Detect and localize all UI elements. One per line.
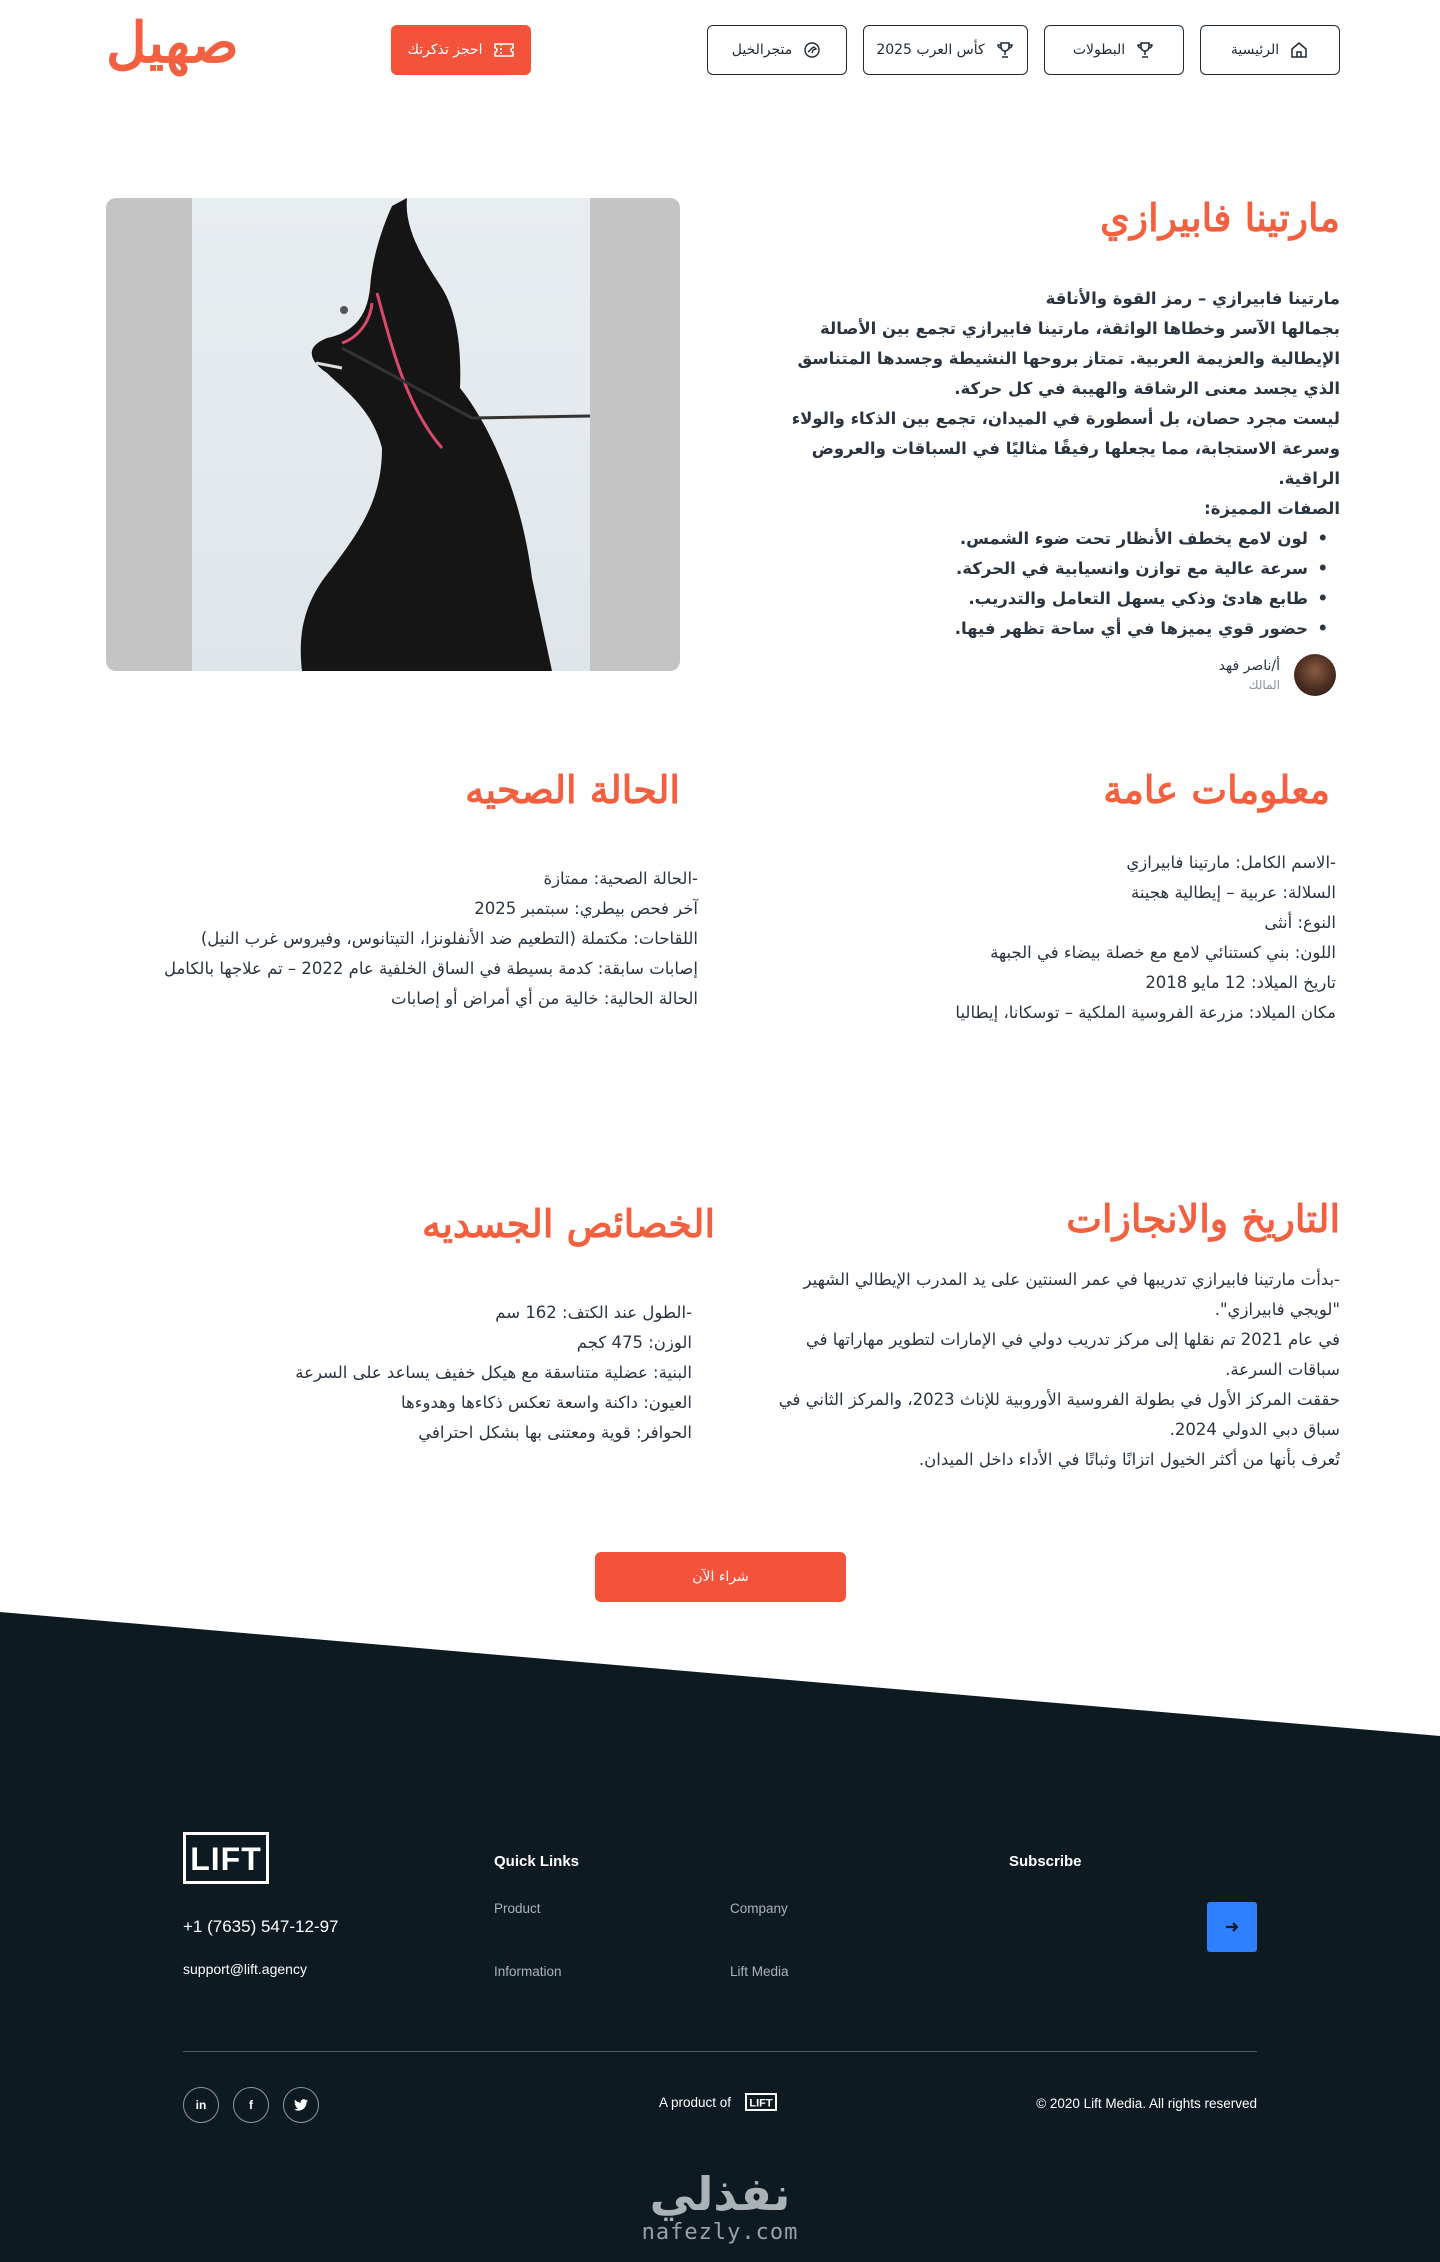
lift-logo[interactable] [183,1832,269,1888]
trophy-icon [1135,40,1155,60]
subscribe-button[interactable] [1207,1902,1257,1952]
nafezly-watermark [620,2168,820,2245]
product-of-badge [659,2093,777,2111]
footer-phone[interactable]: +1 (7635) 547-12-97 [183,1917,339,1936]
horse-illustration [192,198,590,671]
watermark-url: nafezly.com [641,2220,799,2245]
health-title: الحالة الصحيه [465,767,680,812]
twitter-icon[interactable] [283,2087,319,2123]
physical-line: الوزن: 475 كجم [576,1333,692,1352]
info-line: تاريخ الميلاد: 12 مايو 2018 [1145,973,1336,992]
linkedin-icon[interactable]: in [183,2087,219,2123]
owner-name: أ/ناصر فهد [1218,658,1280,674]
general-info-list [776,848,1336,1028]
feature-item: • طابع هادئ وذكي يسهل التعامل والتدريب. [780,584,1328,614]
arrow-right-icon [1224,1919,1240,1935]
info-line: -الاسم الكامل: مارتينا فابيرازي [1126,853,1336,872]
ticket-icon [493,42,515,58]
info-line: مكان الميلاد: مزرعة الفروسية الملكية – توسكانا، إيطاليا [955,1003,1336,1022]
physical-title: الخصائص الجسديه [421,1201,715,1246]
watermark-arabic: نفذلي [649,2167,791,2221]
history-line: تُعرف بأنها من أكثر الخيول اتزانًا وثباتًا في الأداء داخل الميدان. [918,1450,1340,1469]
nav-horse-store[interactable] [707,25,847,75]
owner-role: المالك [1248,678,1280,692]
health-line: آخر فحص بيطري: سبتمبر 2025 [474,899,698,918]
nav-arab-cup[interactable] [863,25,1028,75]
history-line: في عام 2021 تم نقلها إلى مركز تدريب دولي في الإمارات لتطوير مهاراتها في سباقات السرعة. [805,1330,1340,1379]
footer-email[interactable]: support@lift.agency [183,1961,307,1977]
info-line: اللون: بني كستنائي لامع مع خصلة بيضاء في الجبهة [990,943,1336,962]
horse-photo [106,198,680,671]
copyright-text: © 2020 Lift Media. All rights reserved [1036,2096,1257,2111]
home-icon [1289,40,1309,60]
info-line: النوع: أنثى [1264,913,1336,932]
book-ticket-button[interactable] [391,25,531,75]
site-header [0,0,1440,100]
features-list [780,524,1340,644]
footer-link-lift-media[interactable]: Lift Media [730,1964,789,1979]
health-line: إصابات سابقة: كدمة بسيطة في الساق الخلفية عام 2022 – تم علاجها بالكامل [163,959,698,978]
footer-link-company[interactable]: Company [730,1901,788,1916]
nav-label: متجرالخيل [731,42,793,58]
feature-item: • حضور قوي يميزها في أي ساحة تظهر فيها. [780,614,1328,644]
physical-list [192,1298,692,1448]
features-heading: الصفات المميزة: [1204,499,1340,518]
lift-small-logo[interactable] [745,2093,777,2111]
book-ticket-label: احجز تذكرتك [407,42,483,58]
horse-photo-frame [192,198,590,671]
footer-divider [183,2051,1257,2052]
product-of-label: A product of [659,2094,732,2110]
health-line: اللقاحات: مكتملة (التطعيم ضد الأنفلونزا، التيتانوس، وفيروس غرب النيل) [200,929,698,948]
history-list [760,1265,1340,1475]
feature-item: • سرعة عالية مع توازن وانسيابية في الحركة. [780,554,1328,584]
horse-description [780,284,1340,644]
health-line: الحالة الحالية: خالية من أي أمراض أو إصابات [391,989,698,1008]
nav-championships[interactable] [1044,25,1184,75]
nav-home[interactable] [1200,25,1340,75]
quick-links-heading: Quick Links [494,1853,580,1870]
physical-line: البنية: عضلية متناسقة مع هيكل خفيف يساعد على السرعة [295,1363,692,1382]
physical-line: العيون: داكنة واسعة تعكس ذكاءها وهدوءها [401,1393,692,1412]
history-line: -بدأت مارتينا فابيرازي تدريبها في عمر السنتين على يد المدرب الإيطالي الشهير "لويجي فابيرازي". [803,1270,1340,1319]
history-line: حققت المركز الأول في بطولة الفروسية الأوروبية للإناث 2023، والمركز الثاني في سباق دبي الدولي 2024. [778,1390,1340,1439]
horse-paragraph: بجمالها الآسر وخطاها الواثقة، مارتينا فابيرازي تجمع بين الأصالة الإيطالية والعزيمة العربية. تمتاز بروحها النشيطة وجسدها المتناسق الذي يجسد معنى الرشاقة والهيبة في كل حركة. [797,319,1340,398]
subscribe-heading: Subscribe [1009,1853,1082,1870]
trophy-icon [995,40,1015,60]
health-line: -الحالة الصحية: ممتازة [543,869,698,888]
svg-text:LIFT: LIFT [749,2097,773,2110]
nav-label: البطولات [1072,42,1126,58]
horse-icon [802,40,822,60]
owner-avatar [1294,654,1336,696]
history-title: التاريخ والانجازات [1066,1196,1340,1241]
horse-name-title: مارتينا فابيرازي [1099,195,1340,240]
general-info-title: معلومات عامة [1103,767,1330,812]
buy-now-button[interactable]: شراء الآن [595,1552,846,1602]
nav-label: الرئيسية [1230,42,1280,58]
physical-line: -الطول عند الكتف: 162 سم [495,1303,692,1322]
footer-link-information[interactable]: Information [494,1964,562,1979]
horse-tagline: مارتينا فابيرازي – رمز القوة والأناقة [1045,289,1340,308]
footer-link-product[interactable]: Product [494,1901,541,1916]
feature-item: • لون لامع يخطف الأنظار تحت ضوء الشمس. [780,524,1328,554]
owner-card [1219,654,1336,696]
nav-label: كأس العرب 2025 [876,42,985,58]
facebook-icon[interactable]: f [233,2087,269,2123]
horse-paragraph: ليست مجرد حصان، بل أسطورة في الميدان، تجمع بين الذكاء والولاء وسرعة الاستجابة، مما يجعلها رفيقًا مثاليًا في السباقات والعروض الراقية. [791,409,1340,488]
physical-line: الحوافر: قوية ومعتنى بها بشكل احترافي [418,1423,692,1442]
health-list [108,864,698,1014]
brand-logo[interactable]: صهيل [106,10,239,76]
lift-logo-text: LIFT [190,1841,262,1877]
info-line: السلالة: عربية – إيطالية هجينة [1131,883,1336,902]
